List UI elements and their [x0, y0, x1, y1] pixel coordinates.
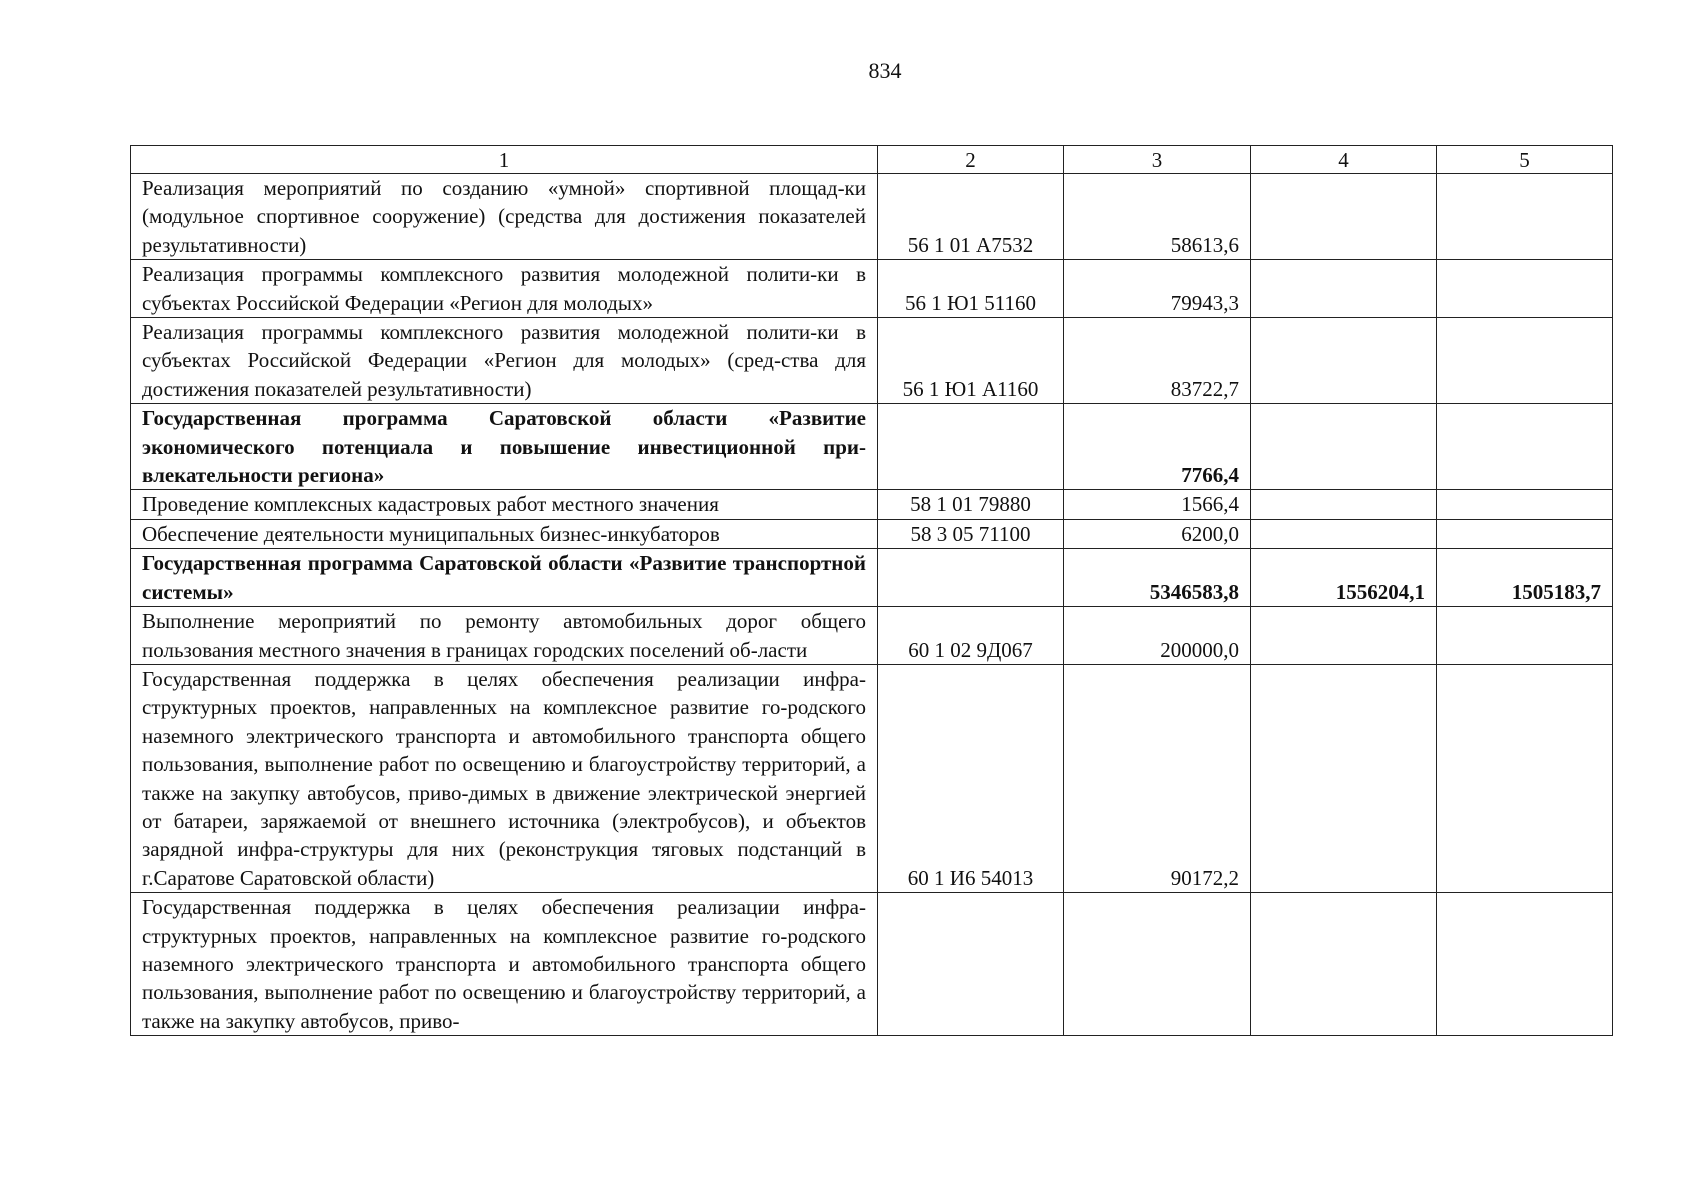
row-name: Государственная поддержка в целях обеспечения реализации инфра-структурных проектов, направленных на комплексное развитие го-родского наземного электрического транспорта и автомобильного транспорта общего пользования, выполнение работ по освещению и благоустройству территорий, а также на закупку автобусов, приво- — [131, 893, 878, 1036]
column-header-3: 3 — [1064, 146, 1251, 174]
column-header-2: 2 — [878, 146, 1064, 174]
row-value-5 — [1437, 404, 1613, 490]
row-value-5 — [1437, 318, 1613, 404]
row-code — [878, 549, 1064, 607]
row-value-4: 1556204,1 — [1251, 549, 1437, 607]
table-row — [131, 318, 1613, 404]
row-name: Государственная программа Саратовской области «Развитие транспортной системы» — [131, 549, 878, 607]
row-name: Проведение комплексных кадастровых работ местного значения — [131, 490, 878, 519]
row-code: 60 1 02 9Д067 — [878, 607, 1064, 665]
row-code — [878, 404, 1064, 490]
table-row — [131, 490, 1613, 519]
table-row-program — [131, 404, 1613, 490]
row-name: Реализация программы комплексного развития молодежной полити-ки в субъектах Российской Федерации «Регион для молодых» (сред-ства для достижения показателей результативности) — [131, 318, 878, 404]
table-row — [131, 519, 1613, 548]
table-row — [131, 260, 1613, 318]
budget-table — [130, 145, 1613, 1036]
row-code: 56 1 01 А7532 — [878, 174, 1064, 260]
row-value-4 — [1251, 607, 1437, 665]
header-row — [131, 146, 1613, 174]
table-body — [131, 174, 1613, 1036]
row-value-5 — [1437, 893, 1613, 1036]
row-value-4 — [1251, 404, 1437, 490]
row-value-3 — [1064, 893, 1251, 1036]
row-name: Реализация программы комплексного развития молодежной полити-ки в субъектах Российской Федерации «Регион для молодых» — [131, 260, 878, 318]
table-row — [131, 893, 1613, 1036]
row-value-3: 1566,4 — [1064, 490, 1251, 519]
row-name: Государственная поддержка в целях обеспечения реализации инфра-структурных проектов, направленных на комплексное развитие го-родского наземного электрического транспорта и автомобильного транспорта общего пользования, выполнение работ по освещению и благоустройству территорий, а также на закупку автобусов, приво-димых в движение электрической энергией от батареи, заряжаемой от внешнего источника (электробусов), и объектов зарядной инфра-структуры для них (реконструкция тяговых подстанций в г.Саратове Саратовской области) — [131, 664, 878, 892]
row-value-3: 200000,0 — [1064, 607, 1251, 665]
row-name: Государственная программа Саратовской области «Развитие экономического потенциала и повышение инвестиционной при-влекательности региона» — [131, 404, 878, 490]
row-code — [878, 893, 1064, 1036]
row-value-4 — [1251, 664, 1437, 892]
row-value-3: 58613,6 — [1064, 174, 1251, 260]
row-value-4 — [1251, 318, 1437, 404]
row-value-4 — [1251, 490, 1437, 519]
table-header — [131, 146, 1613, 174]
row-value-3: 90172,2 — [1064, 664, 1251, 892]
table-row — [131, 607, 1613, 665]
row-value-3: 6200,0 — [1064, 519, 1251, 548]
row-name: Реализация мероприятий по созданию «умной» спортивной площад-ки (модульное спортивное сооружение) (средства для достижения показателей результативности) — [131, 174, 878, 260]
row-code: 58 3 05 71100 — [878, 519, 1064, 548]
row-value-5: 1505183,7 — [1437, 549, 1613, 607]
row-value-4 — [1251, 519, 1437, 548]
row-value-3: 7766,4 — [1064, 404, 1251, 490]
row-value-5 — [1437, 490, 1613, 519]
row-value-4 — [1251, 260, 1437, 318]
row-code: 56 1 Ю1 51160 — [878, 260, 1064, 318]
row-code: 56 1 Ю1 А1160 — [878, 318, 1064, 404]
row-name: Обеспечение деятельности муниципальных бизнес-инкубаторов — [131, 519, 878, 548]
table-row-program — [131, 549, 1613, 607]
row-value-5 — [1437, 260, 1613, 318]
row-value-4 — [1251, 893, 1437, 1036]
table-row — [131, 174, 1613, 260]
table-row — [131, 664, 1613, 892]
row-code: 60 1 И6 54013 — [878, 664, 1064, 892]
row-value-5 — [1437, 174, 1613, 260]
column-header-1: 1 — [131, 146, 878, 174]
row-name: Выполнение мероприятий по ремонту автомобильных дорог общего пользования местного значения в границах городских поселений об-ласти — [131, 607, 878, 665]
row-value-3: 5346583,8 — [1064, 549, 1251, 607]
row-value-3: 79943,3 — [1064, 260, 1251, 318]
column-header-4: 4 — [1251, 146, 1437, 174]
row-value-4 — [1251, 174, 1437, 260]
row-value-5 — [1437, 664, 1613, 892]
page-number: 834 — [868, 58, 902, 83]
column-header-5: 5 — [1437, 146, 1613, 174]
row-value-5 — [1437, 519, 1613, 548]
row-value-3: 83722,7 — [1064, 318, 1251, 404]
row-code: 58 1 01 79880 — [878, 490, 1064, 519]
row-value-5 — [1437, 607, 1613, 665]
